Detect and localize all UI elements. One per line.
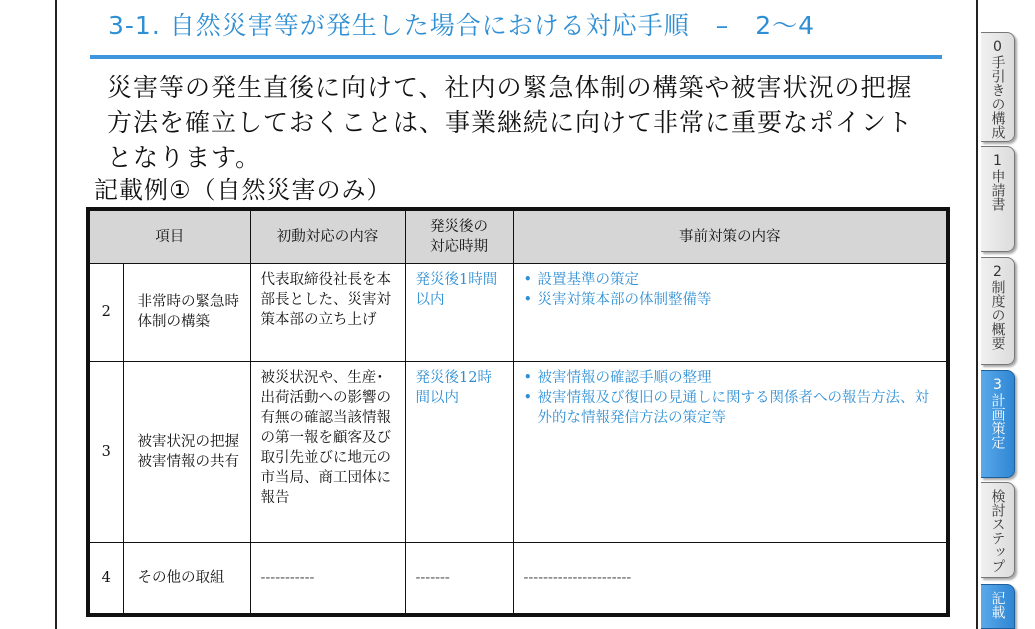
tab-label: 検討ステップ <box>989 489 1006 573</box>
row-advance-measures <box>513 264 948 362</box>
advance-bullet: • 被害情報の確認手順の整理 <box>524 368 939 388</box>
title-underline <box>90 55 942 59</box>
tab-application[interactable] <box>981 146 1015 252</box>
tab-study-steps[interactable] <box>981 482 1015 578</box>
advance-bullet: • 被害情報及び復旧の見通しに関する関係者への報告方法、対外的な情報発信方法の策定等 <box>524 388 939 428</box>
advance-bullet: • 災害対策本部の体制整備等 <box>524 290 939 310</box>
row-item-line2: 被害情報の共有 <box>137 453 239 470</box>
row-initial-response: 代表取締役社長を本部長とした、災害対策本部の立ち上げ <box>250 264 405 362</box>
tab-label: 2制度の概要 <box>989 264 1006 350</box>
page-frame-left <box>55 0 57 629</box>
header-timing <box>405 209 513 264</box>
row-advance-measures <box>513 361 948 542</box>
row-number: 4 <box>88 542 123 615</box>
header-timing-line1: 発災後の <box>430 219 488 235</box>
row-item <box>123 361 250 542</box>
row-timing: 発災後12時間以内 <box>405 361 513 542</box>
row-initial-response: 被災状況や、生産･出荷活動への影響の有無の確認当該情報の第一報を顧客及び取引先並びに地元の市当局、商工団体に報告 <box>250 361 405 542</box>
table-header-row <box>88 209 948 264</box>
lead-paragraph: 災害等の発生直後に向けて、社内の緊急体制の構築や被害状況の把握方法を確立しておくことは、事業継続に向けて非常に重要なポイントとなります。 <box>107 73 914 172</box>
row-timing: 発災後1時間以内 <box>405 264 513 362</box>
tab-system-overview[interactable] <box>981 257 1015 365</box>
example-label: 記載例①（自然災害のみ） <box>94 176 392 204</box>
tab-label: 1申請書 <box>989 153 1006 211</box>
header-timing-line2: 対応時期 <box>430 239 488 255</box>
page-title: 3-1. 自然災害等が発生した場合における対応手順 – 2～4 <box>108 11 816 40</box>
table-row <box>88 264 948 362</box>
row-item: その他の取組 <box>123 542 250 615</box>
response-procedure-table <box>86 207 950 617</box>
header-item: 項目 <box>88 209 250 264</box>
row-initial-response: ----------- <box>250 542 405 615</box>
tab-guide-structure[interactable] <box>981 32 1015 142</box>
page-frame-right <box>976 0 978 629</box>
tab-label: 記載 <box>989 591 1006 619</box>
row-number: 3 <box>88 361 123 542</box>
advance-bullet: • 設置基準の策定 <box>524 270 939 290</box>
table-row <box>88 542 948 615</box>
header-initial-response: 初動対応の内容 <box>250 209 405 264</box>
table-row <box>88 361 948 542</box>
row-timing: ------- <box>405 542 513 615</box>
header-advance-measures: 事前対策の内容 <box>513 209 948 264</box>
row-item-line1: 被害状況の把握 <box>137 433 239 450</box>
tab-label: 0手引きの構成 <box>989 39 1006 139</box>
tab-label: 3計画策定 <box>989 377 1006 449</box>
row-advance-measures: ---------------------- <box>513 542 948 615</box>
tab-description[interactable] <box>981 584 1015 629</box>
tab-plan-formulation[interactable] <box>981 370 1015 478</box>
row-number: 2 <box>88 264 123 362</box>
row-item: 非常時の緊急時体制の構築 <box>123 264 250 362</box>
